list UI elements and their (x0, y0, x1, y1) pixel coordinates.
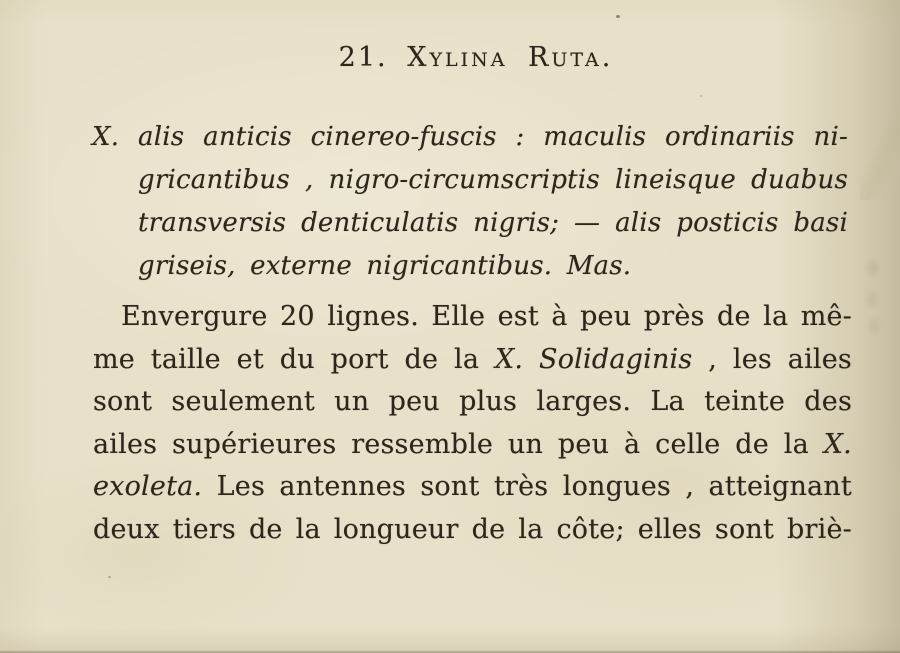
text-line (138, 159, 848, 202)
text-segment: Les antennes sont très longues , atteignant (216, 471, 852, 503)
text-segment: Envergure 20 lignes. Elle est à peu près de la mê- (121, 301, 852, 332)
show-through-smudge (860, 250, 886, 340)
text-line (138, 245, 848, 288)
text-segment: deux tiers de la longueur de la côte; elles sont briè- (93, 513, 852, 545)
text-line (93, 424, 852, 467)
italic-text-segment: X. Solidaginis (495, 343, 693, 375)
italic-text-segment: X. alis anticis cinereo-fuscis : maculis ordinariis ni- (92, 122, 848, 152)
section-heading (0, 42, 900, 73)
text-line (93, 381, 852, 424)
italic-text-segment: exoleta. (93, 471, 203, 503)
section-number: 21. (338, 42, 388, 73)
italic-text-segment: transversis denticulatis nigris; — alis posticis basi (138, 208, 848, 238)
italic-text-segment: gricantibus , nigro-circumscriptis lineisque duabus (138, 165, 848, 195)
species-title: Xylina Ruta. (407, 42, 614, 73)
text-line (92, 116, 848, 159)
italic-text-segment: X. (823, 428, 852, 460)
paper-speck (108, 576, 111, 578)
paper-speck (700, 95, 702, 97)
text-line (93, 466, 852, 509)
text-line (93, 339, 852, 382)
text-segment: me taille et du port de la (93, 343, 480, 375)
paper-speck (616, 15, 620, 18)
text-line (138, 202, 848, 245)
description-paragraph (93, 296, 852, 552)
text-segment: ailes supérieures ressemble un peu à celle de la (93, 428, 809, 460)
text-segment: , les ailes (708, 343, 852, 375)
latin-diagnosis-paragraph (92, 116, 848, 288)
text-line (93, 296, 852, 339)
italic-text-segment: griseis, externe nigricantibus. Mas. (138, 251, 632, 281)
text-segment: sont seulement un peu plus larges. La teinte des (93, 386, 852, 418)
text-line (93, 509, 852, 552)
